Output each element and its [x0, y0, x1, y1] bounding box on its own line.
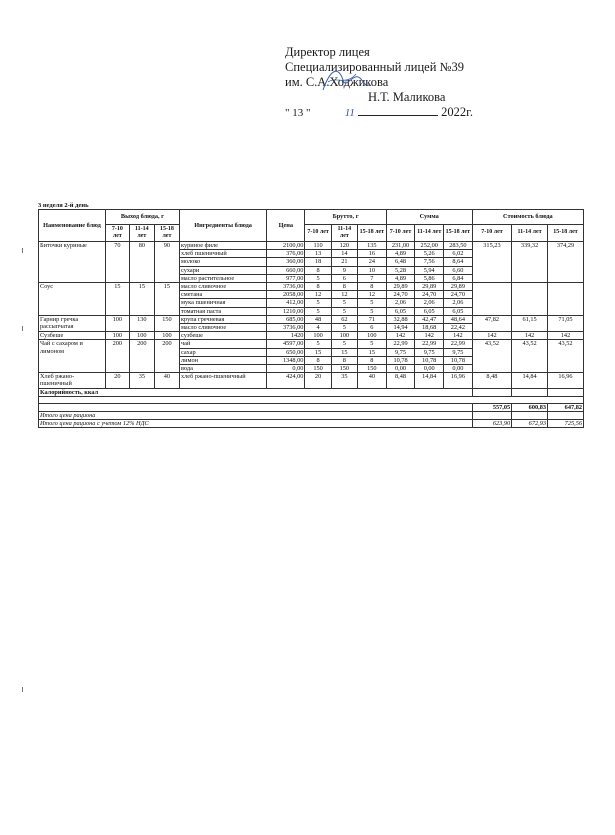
total-cell: [472, 412, 511, 420]
ingredient-row: [39, 283, 584, 291]
gross-weight: 16: [358, 250, 387, 258]
ingredient-name: лимон: [179, 356, 266, 364]
ingredient-sum: 9,75: [386, 348, 415, 356]
ingredient-name: мука пшеничная: [179, 299, 266, 307]
dish-output: 100: [105, 315, 129, 331]
ingredient-price: 360,00: [267, 258, 305, 266]
age-header: 7-10 лет: [386, 225, 415, 242]
spacer-row: [39, 396, 584, 403]
ingredient-sum: 8,64: [444, 258, 473, 266]
ingredient-name: сахар: [179, 348, 266, 356]
total-vat-value: 672,93: [512, 420, 548, 428]
ingredient-sum: 142: [444, 332, 473, 340]
ingredient-name: вода: [179, 365, 266, 373]
dish-name: Гарнир гречка рассыпчатая: [39, 315, 106, 331]
gross-weight: 71: [358, 315, 387, 323]
ingredient-name: хлеб ржано-пшеничный: [179, 373, 266, 388]
gross-weight: 8: [358, 356, 387, 364]
calories-cell: [512, 388, 548, 396]
header-sum: Сумма: [386, 210, 472, 225]
gross-weight: 40: [358, 373, 387, 388]
ingredient-name: чай: [179, 340, 266, 348]
dish-name: Сузбеше: [39, 332, 106, 340]
gross-weight: 100: [305, 332, 331, 340]
ingredient-name: сметана: [179, 291, 266, 299]
subtotal-empty: [39, 403, 473, 411]
gross-weight: 6: [331, 274, 357, 282]
gross-weight: 15: [305, 348, 331, 356]
dish-output: 80: [129, 242, 154, 283]
ingredient-sum: 0,00: [386, 365, 415, 373]
gross-weight: 13: [305, 250, 331, 258]
calories-cell: [472, 388, 511, 396]
approval-line-3: им. С.А.Ходжикова: [285, 75, 389, 89]
ingredient-name: масло сливочное: [179, 283, 266, 291]
ingredient-sum: 0,00: [444, 365, 473, 373]
approval-date: " 13 " 11 2022г.: [285, 105, 474, 119]
ingredient-sum: 10,78: [444, 356, 473, 364]
ingredient-sum: 6,05: [444, 307, 473, 315]
ingredient-sum: 16,96: [444, 373, 473, 388]
ingredient-name: сухари: [179, 266, 266, 274]
ingredient-price: 650,00: [267, 348, 305, 356]
dish-cost: 61,15: [512, 315, 548, 331]
gross-weight: 120: [331, 242, 357, 250]
gross-weight: 5: [358, 307, 387, 315]
approval-block: [285, 45, 473, 121]
gross-weight: 21: [331, 258, 357, 266]
ingredient-sum: 32,88: [386, 315, 415, 323]
subtotal-value: 557,05: [472, 403, 511, 411]
ingredient-price: 660,00: [267, 266, 305, 274]
ingredient-sum: 2,06: [444, 299, 473, 307]
ingredient-sum: 4,89: [386, 250, 415, 258]
gross-weight: 8: [305, 356, 331, 364]
gross-weight: 5: [331, 324, 357, 332]
header-gross: Брутто, г: [305, 210, 386, 225]
signature-stamp: [318, 60, 373, 100]
ingredient-sum: 6,05: [415, 307, 444, 315]
dish-output: 20: [105, 373, 129, 388]
ingredient-sum: 9,75: [444, 348, 473, 356]
header-price: Цена: [267, 210, 305, 242]
ingredient-sum: 6,05: [386, 307, 415, 315]
header-name: Наименование блюд: [39, 210, 106, 242]
approval-line-1: Директор лицея: [285, 45, 370, 59]
age-header: 7-10 лет: [105, 225, 129, 242]
header-cost: Стоимость блюда: [472, 210, 583, 225]
ingredient-sum: 6,48: [386, 258, 415, 266]
ingredient-sum: 18,68: [415, 324, 444, 332]
gross-weight: 5: [305, 274, 331, 282]
margin-tick: [22, 326, 23, 331]
ingredient-price: 1210,00: [267, 307, 305, 315]
ingredient-sum: 5,94: [415, 266, 444, 274]
age-header: 11-14 лет: [512, 225, 548, 242]
ingredient-row: [39, 242, 584, 250]
ingredient-price: 2058,00: [267, 291, 305, 299]
gross-weight: 48: [305, 315, 331, 323]
age-header: 11-14 лет: [129, 225, 154, 242]
dish-cost: 43,52: [512, 340, 548, 373]
dish-output: 200: [129, 340, 154, 373]
dish-cost: 8,48: [472, 373, 511, 388]
ingredient-price: 977,00: [267, 274, 305, 282]
dish-output: 90: [154, 242, 179, 283]
margin-tick: [22, 248, 23, 253]
dish-output: 40: [154, 373, 179, 388]
age-header: 15-18 лет: [548, 225, 584, 242]
ingredient-sum: 29,89: [444, 283, 473, 291]
dish-output: 200: [105, 340, 129, 373]
dish-output: 100: [129, 332, 154, 340]
gross-weight: 4: [305, 324, 331, 332]
gross-weight: 8: [305, 266, 331, 274]
approval-signatory: Н.Т. Маликова: [368, 90, 446, 104]
gross-weight: 5: [358, 299, 387, 307]
gross-weight: 5: [331, 299, 357, 307]
ingredient-sum: 48,64: [444, 315, 473, 323]
ingredient-name: крупа гречневая: [179, 315, 266, 323]
ingredient-sum: 22,42: [444, 324, 473, 332]
ingredient-sum: 22,99: [415, 340, 444, 348]
margin-tick: [22, 687, 23, 692]
age-header: 15-18 лет: [444, 225, 473, 242]
dish-cost: 374,29: [548, 242, 584, 283]
dish-output: 15: [129, 283, 154, 316]
ingredient-name: сузбеше: [179, 332, 266, 340]
dish-cost: 339,32: [512, 242, 548, 283]
ingredient-sum: 231,00: [386, 242, 415, 250]
age-header: 7-10 лет: [472, 225, 511, 242]
gross-weight: 5: [358, 340, 387, 348]
dish-cost: [548, 283, 584, 316]
gross-weight: 5: [331, 307, 357, 315]
ingredient-sum: 9,75: [415, 348, 444, 356]
gross-weight: 62: [331, 315, 357, 323]
gross-weight: 12: [305, 291, 331, 299]
ingredient-sum: 5,86: [415, 274, 444, 282]
dish-cost: 16,96: [548, 373, 584, 388]
gross-weight: 100: [358, 332, 387, 340]
ingredient-price: 1348,00: [267, 356, 305, 364]
dish-output: 100: [154, 332, 179, 340]
gross-weight: 5: [305, 299, 331, 307]
ingredient-sum: 252,00: [415, 242, 444, 250]
dish-output: 70: [105, 242, 129, 283]
age-header: 11-14 лет: [331, 225, 357, 242]
ingredient-sum: 29,89: [386, 283, 415, 291]
ingredient-price: 3736,00: [267, 324, 305, 332]
ingredient-name: масло растительное: [179, 274, 266, 282]
dish-cost: 43,52: [472, 340, 511, 373]
ingredient-price: 0,00: [267, 365, 305, 373]
ingredient-sum: 0,00: [415, 365, 444, 373]
total-cell: [512, 412, 548, 420]
total-label: Итого цена рациона: [39, 412, 473, 420]
ingredient-name: молоко: [179, 258, 266, 266]
ingredient-name: куриное филе: [179, 242, 266, 250]
ingredient-sum: 14,84: [415, 373, 444, 388]
ingredient-sum: 24,70: [444, 291, 473, 299]
ingredient-sum: 24,70: [386, 291, 415, 299]
subtotal-value: 600,83: [512, 403, 548, 411]
total-vat-value: 725,56: [548, 420, 584, 428]
ingredient-sum: 22,99: [444, 340, 473, 348]
dish-output: 15: [105, 283, 129, 316]
gross-weight: 10: [358, 266, 387, 274]
age-header: 7-10 лет: [305, 225, 331, 242]
gross-weight: 35: [331, 373, 357, 388]
ingredient-sum: 6,84: [444, 274, 473, 282]
gross-weight: 150: [331, 365, 357, 373]
dish-cost: [472, 283, 511, 316]
gross-weight: 5: [331, 340, 357, 348]
gross-weight: 12: [358, 291, 387, 299]
ingredient-sum: 4,89: [386, 274, 415, 282]
ingredient-price: 685,00: [267, 315, 305, 323]
dish-output: 15: [154, 283, 179, 316]
ingredient-sum: 2,06: [386, 299, 415, 307]
gross-weight: 8: [331, 283, 357, 291]
ingredient-price: 2100,00: [267, 242, 305, 250]
ingredient-sum: 7,56: [415, 258, 444, 266]
gross-weight: 5: [305, 307, 331, 315]
ingredient-price: 424,00: [267, 373, 305, 388]
ingredient-sum: 24,70: [415, 291, 444, 299]
ingredient-sum: 42,47: [415, 315, 444, 323]
dish-cost: 142: [472, 332, 511, 340]
gross-weight: 8: [331, 356, 357, 364]
gross-weight: 15: [331, 348, 357, 356]
ingredient-price: 1420: [267, 332, 305, 340]
ingredient-sum: 10,78: [386, 356, 415, 364]
gross-weight: 5: [305, 340, 331, 348]
ingredient-sum: 14,94: [386, 324, 415, 332]
menu-body: [39, 242, 584, 389]
gross-weight: 135: [358, 242, 387, 250]
dish-cost: 142: [548, 332, 584, 340]
dish-name: Хлеб ржано-пшеничный: [39, 373, 106, 388]
ingredient-name: хлеб пшеничный: [179, 250, 266, 258]
ingredient-row: [39, 340, 584, 348]
ingredient-sum: 8,48: [386, 373, 415, 388]
gross-weight: 24: [358, 258, 387, 266]
ingredient-sum: 22,99: [386, 340, 415, 348]
dish-name: Соус: [39, 283, 106, 316]
ingredient-sum: 6,60: [444, 266, 473, 274]
header-ingredients: Ингредиенты блюда: [179, 210, 266, 242]
ingredient-name: томатная паста: [179, 307, 266, 315]
ingredient-price: 3736,00: [267, 283, 305, 291]
dish-cost: 43,52: [548, 340, 584, 373]
ingredient-name: масло сливочное: [179, 324, 266, 332]
age-header: 11-14 лет: [415, 225, 444, 242]
gross-weight: 100: [331, 332, 357, 340]
total-cell: [548, 412, 584, 420]
gross-weight: 15: [358, 348, 387, 356]
ingredient-row: [39, 332, 584, 340]
ingredient-sum: 283,50: [444, 242, 473, 250]
dish-cost: 14,84: [512, 373, 548, 388]
ingredient-row: [39, 315, 584, 323]
day-title: 3 неделя 2-й день: [38, 202, 89, 209]
ingredient-sum: 6,02: [444, 250, 473, 258]
dish-name: Чай с сахаром и лимоном: [39, 340, 106, 373]
calories-cell: [548, 388, 584, 396]
total-vat-value: 623,90: [472, 420, 511, 428]
ingredient-sum: 29,89: [415, 283, 444, 291]
gross-weight: 8: [305, 283, 331, 291]
gross-weight: 12: [331, 291, 357, 299]
menu-footer: [39, 388, 584, 428]
dish-cost: 315,23: [472, 242, 511, 283]
gross-weight: 9: [331, 266, 357, 274]
menu-table: [38, 209, 584, 428]
gross-weight: 150: [305, 365, 331, 373]
header-output: Выход блюда, г: [105, 210, 179, 225]
dish-cost: 142: [512, 332, 548, 340]
gross-weight: 18: [305, 258, 331, 266]
dish-output: 35: [129, 373, 154, 388]
gross-weight: 8: [358, 283, 387, 291]
gross-weight: 110: [305, 242, 331, 250]
age-header: 15-18 лет: [358, 225, 387, 242]
gross-weight: 150: [358, 365, 387, 373]
dish-cost: [512, 283, 548, 316]
ingredient-sum: 142: [386, 332, 415, 340]
subtotal-value: 647,82: [548, 403, 584, 411]
total-vat-label: Итого цена рациона с учетом 12% НДС: [39, 420, 473, 428]
dish-cost: 47,82: [472, 315, 511, 331]
gross-weight: 7: [358, 274, 387, 282]
ingredient-price: 412,00: [267, 299, 305, 307]
gross-weight: 6: [358, 324, 387, 332]
dish-output: 200: [154, 340, 179, 373]
gross-weight: 20: [305, 373, 331, 388]
dish-output: 150: [154, 315, 179, 331]
ingredient-row: [39, 373, 584, 388]
ingredient-sum: 142: [415, 332, 444, 340]
dish-output: 130: [129, 315, 154, 331]
ingredient-sum: 2,06: [415, 299, 444, 307]
dish-cost: 71,05: [548, 315, 584, 331]
gross-weight: 14: [331, 250, 357, 258]
ingredient-price: 376,00: [267, 250, 305, 258]
ingredient-sum: 5,26: [415, 250, 444, 258]
age-header: 15-18 лет: [154, 225, 179, 242]
approval-line-2: Специализированный лицей №39: [285, 60, 464, 74]
dish-name: Биточки куриные: [39, 242, 106, 283]
dish-output: 100: [105, 332, 129, 340]
ingredient-sum: 10,78: [415, 356, 444, 364]
ingredient-sum: 5,28: [386, 266, 415, 274]
calories-label: Калорийность, ккал: [39, 388, 473, 396]
ingredient-price: 4597,00: [267, 340, 305, 348]
